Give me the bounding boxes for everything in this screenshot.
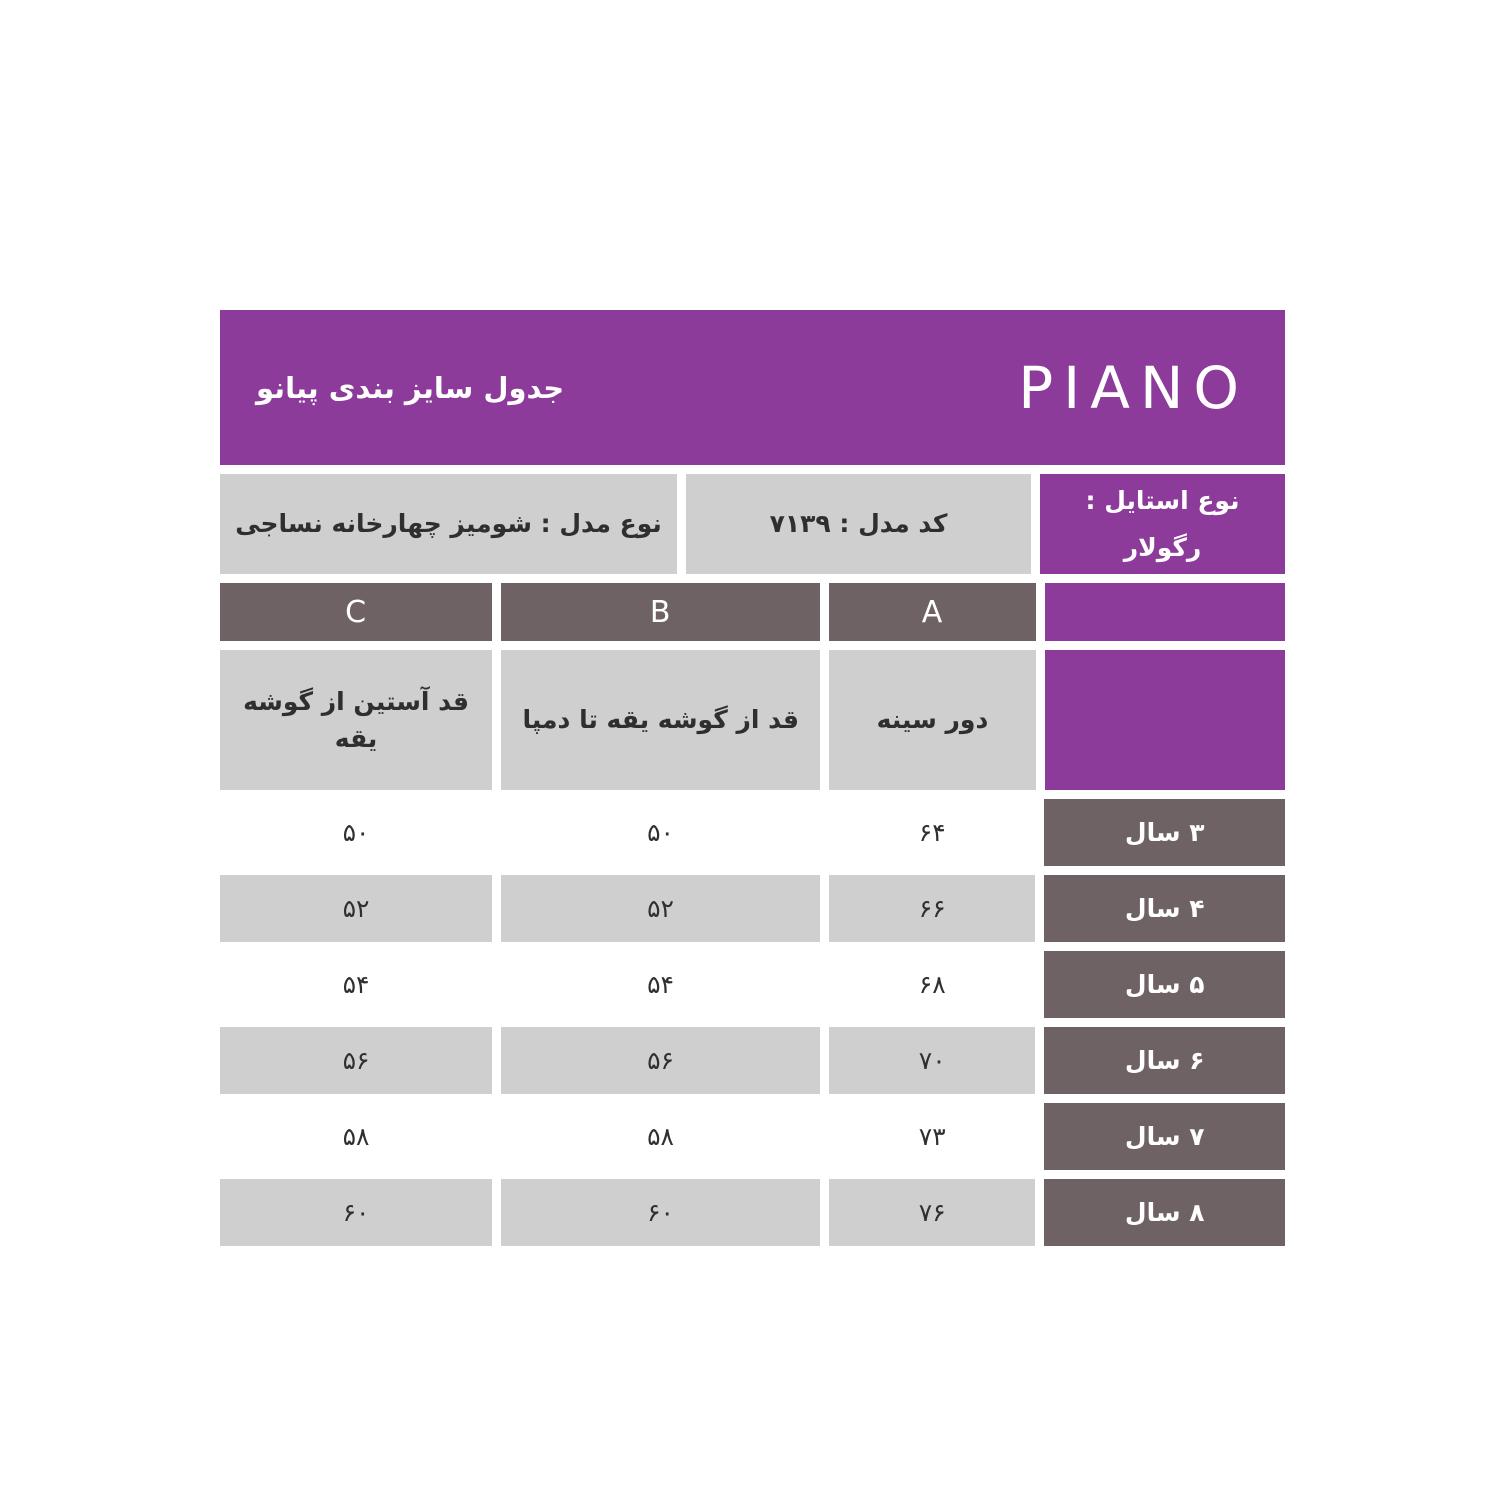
spacer: [820, 1027, 829, 1094]
spacer: [1035, 875, 1044, 942]
row-value-c: ۵۸: [220, 1103, 492, 1170]
info-row: [220, 474, 1285, 574]
style-column-continuation: [1045, 583, 1285, 641]
spacer: [492, 1027, 501, 1094]
row-value-b: ۵۰: [501, 799, 820, 866]
row-size-label: ۴ سال: [1044, 875, 1285, 942]
row-size-label: ۷ سال: [1044, 1103, 1285, 1170]
spacer: [492, 650, 501, 790]
row-value-b: ۶۰: [501, 1179, 820, 1246]
row-size-label: ۳ سال: [1044, 799, 1285, 866]
spacer: [1035, 1027, 1044, 1094]
model-code-cell: کد مدل : ۷۱۳۹: [686, 474, 1031, 574]
spacer: [492, 875, 501, 942]
column-letter-a: A: [829, 583, 1035, 641]
spacer: [492, 951, 501, 1018]
row-size-label: ۶ سال: [1044, 1027, 1285, 1094]
spacer: [492, 1103, 501, 1170]
table-row: [220, 1179, 1285, 1246]
row-value-a: ۶۴: [829, 799, 1035, 866]
column-letter-c: C: [220, 583, 492, 641]
row-value-a: ۷۰: [829, 1027, 1035, 1094]
spacer: [1035, 1179, 1044, 1246]
size-chart: [220, 310, 1285, 1246]
row-value-c: ۶۰: [220, 1179, 492, 1246]
row-value-b: ۵۸: [501, 1103, 820, 1170]
spacer: [820, 799, 829, 866]
row-value-c: ۵۲: [220, 875, 492, 942]
spacer: [1035, 951, 1044, 1018]
row-value-c: ۵۶: [220, 1027, 492, 1094]
style-cell: [1040, 474, 1285, 574]
table-row: [220, 799, 1285, 866]
row-value-b: ۵۴: [501, 951, 820, 1018]
style-value: رگولار: [1123, 533, 1202, 562]
spacer: [492, 799, 501, 866]
row-size-label: ۸ سال: [1044, 1179, 1285, 1246]
spacer: [1031, 474, 1040, 574]
brand-logo: PIANO: [1018, 353, 1249, 422]
table-row: [220, 951, 1285, 1018]
spacer: [1036, 650, 1045, 790]
spacer: [492, 583, 501, 641]
page-title: جدول سایز بندی پیانو: [256, 370, 565, 405]
row-value-a: ۷۳: [829, 1103, 1035, 1170]
column-description-b: قد از گوشه یقه تا دمپا: [501, 650, 820, 790]
row-value-b: ۵۲: [501, 875, 820, 942]
column-letters-row: [220, 583, 1285, 641]
table-row: [220, 875, 1285, 942]
column-letter-b: B: [501, 583, 820, 641]
column-description-a: دور سینه: [829, 650, 1035, 790]
table-row: [220, 1103, 1285, 1170]
spacer: [820, 650, 829, 790]
chart-header: [220, 310, 1285, 465]
row-value-c: ۵۴: [220, 951, 492, 1018]
spacer: [820, 875, 829, 942]
column-descriptions-row: [220, 650, 1285, 790]
model-type-cell: نوع مدل : شومیز چهارخانه نساجی: [220, 474, 677, 574]
row-value-a: ۷۶: [829, 1179, 1035, 1246]
spacer: [492, 1179, 501, 1246]
spacer: [820, 583, 829, 641]
spacer: [820, 951, 829, 1018]
spacer: [677, 474, 686, 574]
style-column-continuation: [1045, 650, 1285, 790]
spacer: [820, 1103, 829, 1170]
spacer: [820, 1179, 829, 1246]
row-value-a: ۶۸: [829, 951, 1035, 1018]
spacer: [1036, 583, 1045, 641]
row-value-b: ۵۶: [501, 1027, 820, 1094]
row-value-c: ۵۰: [220, 799, 492, 866]
column-description-c: قد آستین از گوشه یقه: [220, 650, 492, 790]
row-size-label: ۵ سال: [1044, 951, 1285, 1018]
row-value-a: ۶۶: [829, 875, 1035, 942]
style-label: نوع استایل :: [1085, 485, 1240, 515]
spacer: [1035, 1103, 1044, 1170]
table-row: [220, 1027, 1285, 1094]
spacer: [1035, 799, 1044, 866]
